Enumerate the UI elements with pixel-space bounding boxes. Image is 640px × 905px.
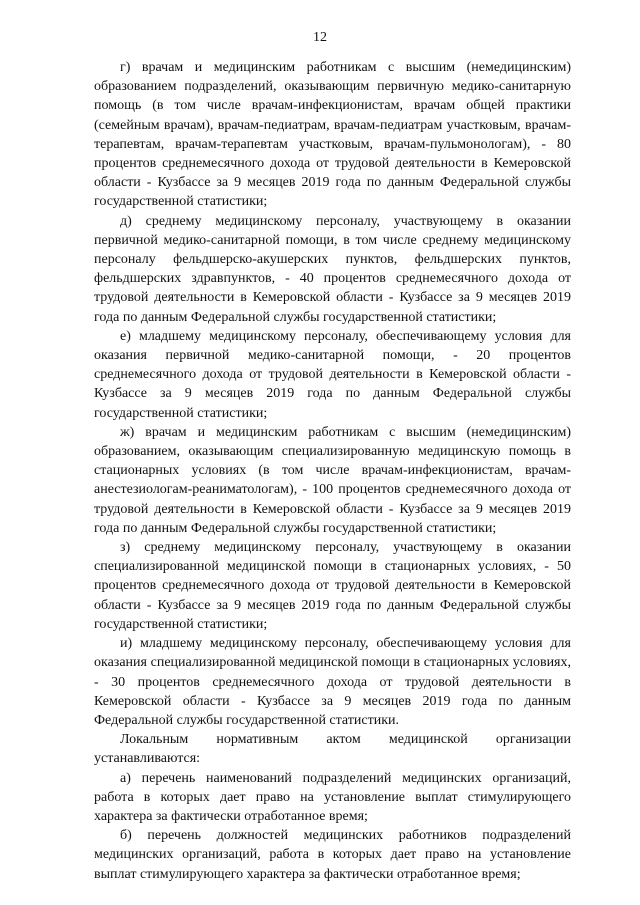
paragraph-z: з) среднему медицинскому персоналу, участвующему в оказании специализированной медицинской помощи в стационарных условиях, - 50 процентов среднемесячного дохода от трудовой деятельности в Кемеровской области - Кузбассе за 9 месяцев 2019 года по данным Федеральной службы государственной статистики;	[94, 540, 571, 632]
document-body	[94, 58, 571, 884]
paragraph-e: е) младшему медицинскому персоналу, обеспечивающему условия для оказания первичной медико-санитарной помощи, - 20 процентов среднемесячного дохода от трудовой деятельности в Кемеровской области - Кузбассе за 9 месяцев 2019 года по данным Федеральной службы государственной статистики;	[94, 328, 571, 421]
paragraph-zh: ж) врачам и медицинским работникам с высшим (немедицинским) образованием, оказывающим специализированную медицинскую помощь в стационарных условиях (в том числе врачам-инфекционистам, врачам-анестезиологам-реаниматологам), - 100 процентов среднемесячного дохода от трудовой деятельности в Кемеровской области - Кузбассе за 9 месяцев 2019 года по данным Федеральной службы государственной статистики;	[94, 424, 571, 536]
paragraph-g: г) врачам и медицинским работникам с высшим (немедицинским) образованием подразделений, оказывающим первичную медико-санитарную помощь (в том числе врачам-инфекционистам, врачам общей практики (семейным врачам), врачам-педиатрам, врачам-педиатрам участковым, врачам-терапевтам, врачам-терапевтам участковым, врачам-пульмонологам), - 80 процентов среднемесячного дохода от трудовой деятельности в Кемеровской области - Кузбассе за 9 месяцев 2019 года по данным Федеральной службы государственной статистики;	[94, 60, 571, 210]
paragraph-i: и) младшему медицинскому персоналу, обеспечивающему условия для оказания специализированной медицинской помощи в стационарных условиях, - 30 процентов среднемесячного дохода от трудовой деятельности в Кемеровской области - Кузбассе за 9 месяцев 2019 года по данным Федеральной службы государственной статистики.	[94, 636, 571, 728]
page-number: 12	[313, 30, 327, 45]
paragraph-d: д) среднему медицинскому персоналу, участвующему в оказании первичной медико-санитарной помощи, в том числе среднему медицинскому персоналу фельдшерско-акушерских пунктов, фельдшерских пунктов, фельдшерских здравпунктов, - 40 процентов среднемесячного дохода от трудовой деятельности в Кемеровской области - Кузбассе за 9 месяцев 2019 года по данным Федеральной службы государственной статистики;	[94, 213, 571, 325]
paragraph-a: а) перечень наименований подразделений медицинских организаций, работа в которых дает право на установление выплат стимулирующего характера за фактически отработанное время;	[94, 770, 571, 824]
paragraph-local-act: Локальным нормативным актом медицинской организации устанавливаются:	[94, 732, 571, 767]
paragraph-b: б) перечень должностей медицинских работников подразделений медицинских организаций, работа в которых дает право на установление выплат стимулирующего характера за фактически отработанное время;	[94, 828, 571, 882]
